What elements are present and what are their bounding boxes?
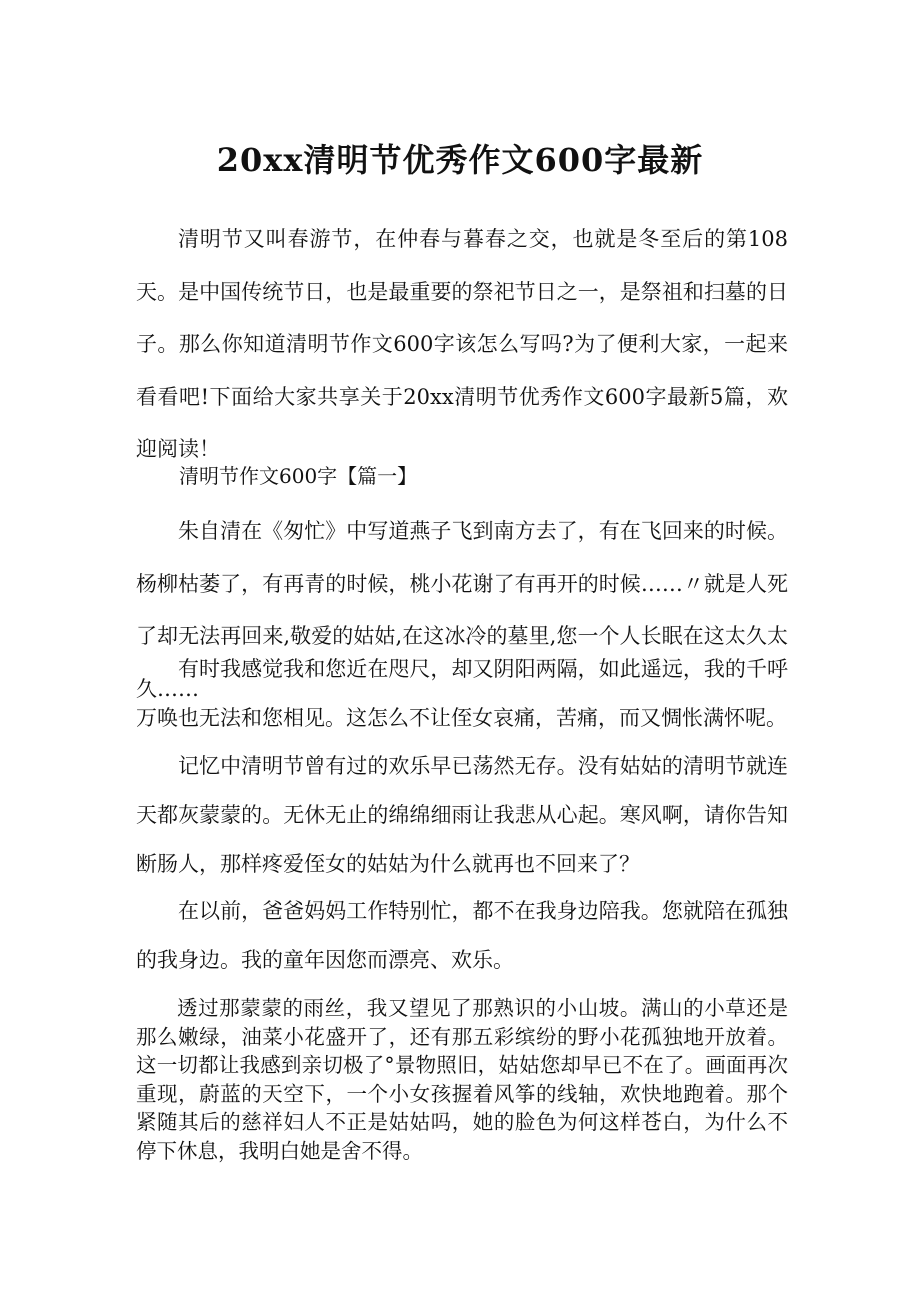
- document-title: 20xx清明节优秀作文600字最新: [216, 141, 704, 179]
- body-paragraph-5: 透过那蒙蒙的雨丝，我又望见了那熟识的小山坡。满山的小草还是那么嫩绿，油菜小花盛开了，还有那五彩缤纷的野小花孤独地开放着。这一切都让我感到亲切极了°景物照旧，姑姑您却早已不在了。画面再次重现，蔚蓝的天空下，一个小女孩握着风筝的线轴，欢快地跑着。那个紧随其后的慈祥妇人不正是姑姑吗，她的脸色为何这样苍白，为什么不停下休息，我明白她是舍不得。: [136, 996, 788, 1163]
- body-paragraph-4: 在以前，爸爸妈妈工作特别忙，都不在我身边陪我。您就陪在孤独的我身边。我的童年因您而漂亮、欢乐。: [136, 899, 788, 972]
- body-paragraph-2: 有时我感觉我和您近在咫尺，却又阴阳两隔，如此遥远，我的千呼万唤也无法和您相见。这怎么不让侄女哀痛，苦痛，而又惆怅满怀呢。: [136, 657, 788, 730]
- intro-paragraph: 清明节又叫春游节，在仲春与暮春之交，也就是冬至后的第108天。是中国传统节日，也是最重要的祭祀节日之一，是祭祖和扫墓的日子。那么你知道清明节作文600字该怎么写吗?为了便利大家，一起来看看吧!下面给大家共享关于20xx清明节优秀作文600字最新5篇，欢迎阅读！: [136, 227, 788, 461]
- body-paragraph-3: 记忆中清明节曾有过的欢乐早已荡然无存。没有姑姑的清明节就连天都灰蒙蒙的。无休无止的绵绵细雨让我悲从心起。寒风啊，请你告知断肠人，那样疼爱侄女的姑姑为什么就再也不回来了？: [136, 754, 788, 876]
- section-heading: 清明节作文600字【篇一】: [179, 464, 418, 488]
- body-paragraph-1: 朱自清在《匆忙》中写道燕子飞到南方去了，有在飞回来的时候。杨柳枯萎了，有再青的时候，桃小花谢了有再开的时候……〃就是人死了却无法再回来,敬爱的姑姑,在这冰冷的墓里,您一个人长眠在这太久太久……: [136, 519, 788, 701]
